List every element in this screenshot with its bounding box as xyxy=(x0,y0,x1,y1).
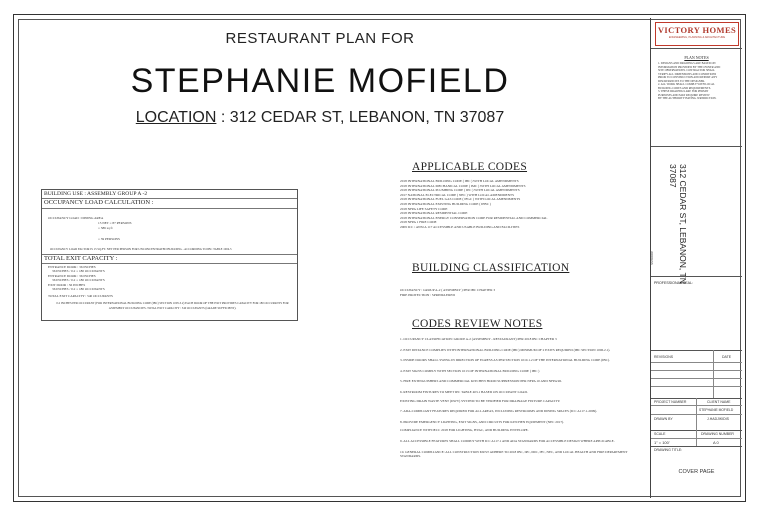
scale-value: 1" = 100' xyxy=(654,440,670,445)
plan-notes-title: PLAN NOTES xyxy=(684,55,709,60)
drawing-number-label: DRAWING NUMBER xyxy=(701,432,734,436)
exit-line: EXIT DOOR : 36 INCHES xyxy=(48,283,86,287)
exit-line: 36 INCHES / 0.2 = 180 OCCUPANTS xyxy=(52,287,105,291)
company-name: VICTORY HOMES xyxy=(657,25,737,35)
code-item: 2009 ICC / ANSI A 117 ACCESSIBLE AND USABLE BUILDING AND FACILITIES xyxy=(400,224,520,229)
occupancy-line: = 39 PERSONS xyxy=(98,237,120,241)
plan-note: 3. THESE DRAWINGS ARE FOR PERMIT xyxy=(658,90,709,93)
project-number-label: PROJECT NUMBER xyxy=(654,400,687,404)
occupancy-line: OCCUPANCY LOAD : DINING AREA xyxy=(48,216,104,220)
drawn-by: J.HADJIKIDIS xyxy=(707,417,729,421)
review-notes-list xyxy=(400,337,630,459)
exit-line: 36 INCHES / 0.2 = 180 OCCUPANTS xyxy=(52,278,105,282)
code-item: 2018 INTERNATIONAL EXISTING BUILDING CODE ( IEBC ) xyxy=(400,201,491,206)
plan-note: PRIOR TO CONSTRUCTION AND REPORT ANY xyxy=(658,76,718,79)
scale-label: SCALE xyxy=(654,432,666,436)
plan-subtitle: RESTAURANT PLAN FOR xyxy=(225,30,415,47)
code-item: 2018 INTERNATIONAL ENERGY CONSERVATION CODE FOR RESIDENTIAL AND COMMERCIAL xyxy=(400,215,548,220)
exit-note: 0.2 INCHES PER OCCUPANT (FOR INTERNATIONAL BUILDING CODE (IBC) SECTION 1005.3.2) EACH DOOR OF THE EXIT PROVIDES CAPACITY FOR 180 OCCUPANTS FOR ASSEMBLY OCCUPANCIES. TOTAL EXIT CAPACITY : 540 OCCUPANTS (GRADE SUFFICIENT). xyxy=(56,301,289,310)
plan-notes-list xyxy=(658,62,738,101)
classification-list xyxy=(400,288,630,297)
classification-item: FIRE PROTECTION : SPRINKLERED xyxy=(400,292,455,297)
code-item: 2018 INTERNATIONAL RESIDENTIAL CODE xyxy=(400,211,468,216)
review-item: COMPLIANCE WITH IECC 2018 FOR LIGHTING, HVAC, AND BUILDING ENVELOPE. xyxy=(400,428,529,433)
occupancy-line: 15 NET = 87 PERSONS xyxy=(98,221,132,225)
plan-note: BUILDING CODES AND REQUIREMENTS. xyxy=(658,86,711,90)
plan-note: INFORMATION PROVIDED BY THE OWNER AND xyxy=(658,65,721,69)
owner-name: STEPHANIE MOFIELD xyxy=(130,62,510,100)
location-line xyxy=(20,109,620,127)
address-label: ADDRESS xyxy=(649,251,654,265)
location-text: : 312 CEDAR ST, LEBANON, TN 37087 xyxy=(216,109,505,126)
code-item: 2018 INTERNATIONAL FUEL GAS CODE ( IFGC ) WITH LOCAL AMENDMENTS xyxy=(400,197,521,202)
code-item: 2017 NATIONAL ELECTRICAL CODE ( NEC ) WITH LOCAL AMENDMENTS xyxy=(400,192,514,197)
code-item: 2018 NFPA 1 FIRE CODE xyxy=(400,220,437,225)
review-item: 1. OCCUPANCY CLASSIFICATION: GROUP A-2 (ASSEMBLY - RESTAURANT) PER 2018 IBC CHAPTER 3 xyxy=(400,337,557,341)
drawn-by-label: DRAWN BY xyxy=(654,417,673,421)
company-tagline: ENGINEERING, PLANNING & ARCHITECTURE xyxy=(668,36,726,39)
client-name-label: CLIENT NAME xyxy=(707,400,731,404)
classification-title: BUILDING CLASSIFICATION xyxy=(412,262,570,274)
plan-note: SITE OBSERVATIONS. CONTRACTOR SHALL xyxy=(658,69,716,72)
classification-item: OCCUPANCY : GROUP A-2 ( ASSEMBLY ) PER IBC CHAPTER 3 xyxy=(400,288,496,292)
review-item: EXISTING DRAIN WASTE VENT (DWV) SYSTEM TO BE VERIFIED FOR DRAINAGE FIXTURE CAPACITY. xyxy=(400,398,561,403)
plan-note: VERIFY ALL DIMENSIONS AND CONDITIONS xyxy=(658,72,717,76)
code-item: 2018 INTERNATIONAL PLUMBING CODE ( IPC ) WITH LOCAL AMENDMENTS xyxy=(400,188,520,193)
occupancy-panel xyxy=(41,189,298,321)
code-item: 2018 NFPA LIFE SAFETY CODE xyxy=(400,206,448,211)
review-item: 4. EXIT SIGNS COMPLY WITH SECTION 1013 OF INTERNATIONAL BUILDING CODE ( IBC ) xyxy=(400,368,540,373)
plan-note: 1. DESIGNS AND DRAWINGS ARE BASED ON xyxy=(658,62,716,65)
date-label: DATE xyxy=(722,355,732,359)
exit-line: ENTRANCE DOOR : 36 INCHES xyxy=(48,265,96,269)
occupancy-note: OCCUPANCY LOAD FACTOR IS 15 SQ.FT. NET PER PERSON FOR UNCONCENTRATED BUILDING - ACCORDING TO IBC TABLE 1004.5 xyxy=(50,247,232,251)
occupancy-line: = 586 sq ft xyxy=(98,226,113,230)
review-item: 5. FIRE EXTINGUISHERS AND COMMERCIAL KITCHEN HOOD SUPPRESSION PER NFPA 10 AND NFPA 96. xyxy=(400,379,562,384)
code-item: 2018 INTERNATIONAL BUILDING CODE ( IBC ) WITH LOCAL AMENDMENTS xyxy=(400,179,519,183)
exit-line: ENTRANCE DOOR : 36 INCHES xyxy=(48,274,96,278)
plan-note: 2. ALL WORK SHALL COMPLY WITH LOCAL xyxy=(658,83,715,86)
drawing-title: COVER PAGE xyxy=(678,469,715,475)
company-logo xyxy=(655,22,739,46)
review-item: 3. INSIDE DOORS SHALL SWING IN DIRECTION OF EGRESS AS PER SECTION 1010.1.2 OF THE INTERNATIONAL BUILDING CODE (IBC). xyxy=(400,358,610,363)
review-item: 10. GENERAL COMPLIANCE: ALL CONSTRUCTION MUST ADHERE TO 2018 IBC, IPC, IMC, IFC, NEC, AND LOCAL HEALTH AND FIRE DEPARTMENT STANDARDS. xyxy=(400,449,628,459)
professional-seal-label: PROFESSIONAL SEAL: xyxy=(654,281,694,285)
review-item: 8. PROVIDE EMERGENCY LIGHTING, EXIT SIGNS, AND CIRCUITS FOR KITCHEN EQUIPMENT (NEC 2017). xyxy=(400,419,565,424)
drawing-number: A 0 xyxy=(713,440,719,445)
plan-note: DISCREPANCIES TO THE DESIGNER. xyxy=(658,79,705,83)
project-address-vertical: 312 CEDAR ST, LEBANON, TN 37087 xyxy=(668,164,688,284)
applicable-codes-list xyxy=(400,179,630,230)
drawing-title-label: DRAWING TITLE: xyxy=(654,448,683,452)
plan-note: PURPOSES AND MAY REQUIRE REVIEW xyxy=(658,93,710,97)
client-name: STEPHANIE MOFIELD xyxy=(699,408,734,412)
exit-line: 36 INCHES / 0.2 = 180 OCCUPANTS xyxy=(52,269,105,273)
review-item: 7. ADA-COMPLIANT FEATURES REQUIRED FOR ALL AREAS, INCLUDING RESTROOMS AND DINING SPACES (ICC A117.1-2009). xyxy=(400,409,598,414)
plan-note: BY THE AUTHORITY HAVING JURISDICTION. xyxy=(658,97,717,100)
revisions-label: REVISIONS xyxy=(654,355,674,359)
review-item: 9. ALL ACCESSIBLE FEATURES SHALL COMPLY WITH ICC A117.1 AND ADA STANDARDS FOR ACCESSIBLE DESIGN WHERE APPLICABLE. xyxy=(400,438,615,443)
location-label: LOCATION xyxy=(135,109,217,126)
occupancy-load-title: OCCUPANCY LOAD CALCULATION : xyxy=(44,199,154,206)
review-item: 2. EXIT DISTANCE COMPLIES WITH INTERNATIONAL BUILDING CODE (IBC) MINIMUM OF 2 EXITS REQUIRED (IBC SECTION 1006.2.1). xyxy=(400,347,611,352)
applicable-codes-title: APPLICABLE CODES xyxy=(412,161,528,173)
exit-capacity-title: TOTAL EXIT CAPACITY : xyxy=(44,255,118,262)
review-notes-title: CODES REVIEW NOTES xyxy=(412,318,543,330)
exit-total: TOTAL EXIT CAPACITY : 540 OCCUPANTS xyxy=(48,294,113,298)
review-item: 6. RESTROOM FIXTURES TO MEET IPC TABLE 403.1 BASED ON OCCUPANT LOAD. xyxy=(400,389,528,394)
title-block xyxy=(650,18,742,498)
code-item: 2018 INTERNATIONAL MECHANICAL CODE ( IMC ) WITH LOCAL AMENDMENTS xyxy=(400,183,526,188)
building-use: BUILDING USE : ASSEMBLY GROUP A -2 xyxy=(44,191,148,197)
